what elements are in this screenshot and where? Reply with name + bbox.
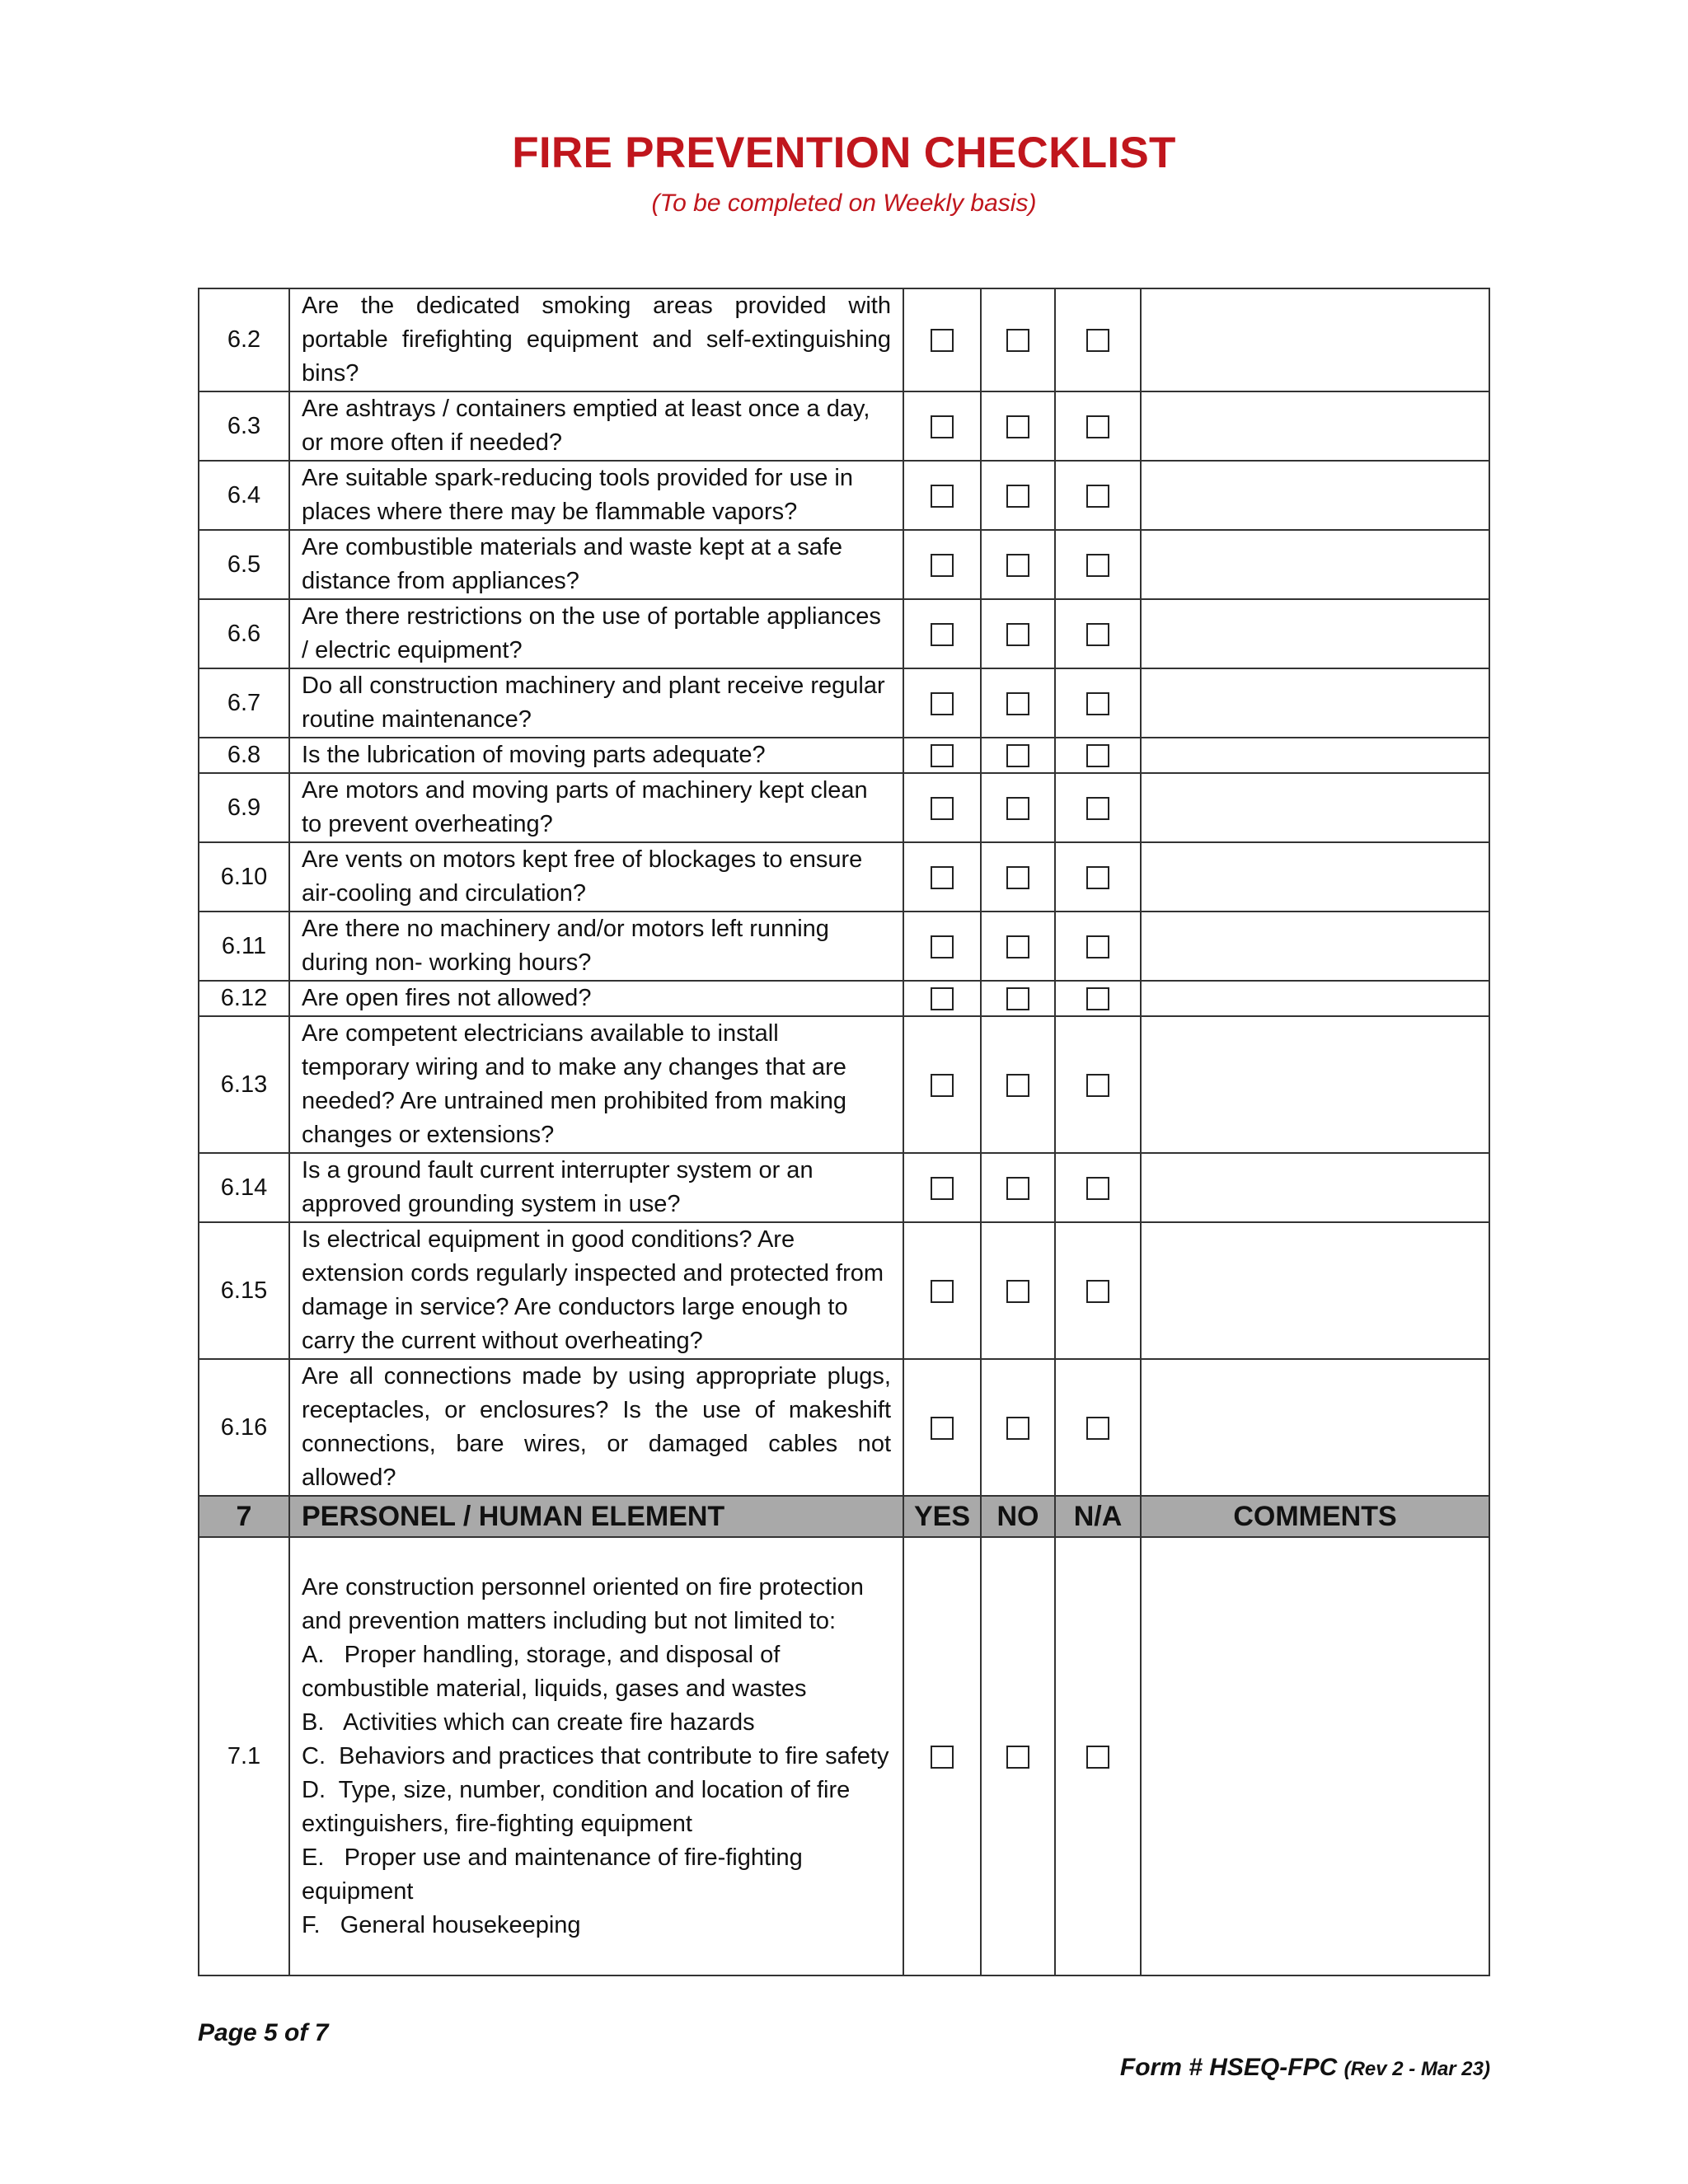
no-cell xyxy=(981,1359,1055,1496)
item-number: 6.11 xyxy=(199,912,289,981)
item-number: 6.15 xyxy=(199,1222,289,1359)
item-question: Are there restrictions on the use of portable appliances / electric equipment? xyxy=(289,599,903,668)
question-intro: Are construction personnel oriented on fire protection and prevention matters including but not limited to: xyxy=(302,1573,864,1634)
document-title: FIRE PREVENTION CHECKLIST xyxy=(512,129,1176,177)
section-header-row xyxy=(199,1496,1489,1537)
no-checkbox[interactable] xyxy=(1006,692,1029,715)
table-row xyxy=(199,773,1489,842)
na-cell xyxy=(1055,773,1141,842)
item-number: 6.7 xyxy=(199,668,289,738)
item-number: 6.13 xyxy=(199,1016,289,1153)
yes-cell xyxy=(903,912,981,981)
na-checkbox[interactable] xyxy=(1086,485,1109,508)
no-cell xyxy=(981,668,1055,738)
no-cell xyxy=(981,738,1055,773)
question-point-a: A. Proper handling, storage, and disposal of combustible material, liquids, gases and wastes xyxy=(302,1641,807,1702)
na-cell xyxy=(1055,1153,1141,1222)
no-cell xyxy=(981,1016,1055,1153)
table-row xyxy=(199,1153,1489,1222)
form-revision: (Rev 2 - Mar 23) xyxy=(1343,2058,1490,2080)
comment-field[interactable] xyxy=(1141,738,1489,773)
item-question: Are motors and moving parts of machinery kept clean to prevent overheating? xyxy=(289,773,903,842)
yes-cell xyxy=(903,981,981,1016)
item-question: Are suitable spark-reducing tools provided for use in places where there may be flammable vapors? xyxy=(289,461,903,530)
item-number: 6.2 xyxy=(199,288,289,391)
na-cell xyxy=(1055,668,1141,738)
table-row xyxy=(199,391,1489,461)
no-checkbox[interactable] xyxy=(1006,554,1029,577)
yes-checkbox[interactable] xyxy=(931,1746,954,1769)
no-cell xyxy=(981,530,1055,599)
no-checkbox[interactable] xyxy=(1006,329,1029,352)
no-cell xyxy=(981,1153,1055,1222)
table-row xyxy=(199,842,1489,912)
table-row xyxy=(199,738,1489,773)
comment-field[interactable] xyxy=(1141,1222,1489,1359)
yes-checkbox[interactable] xyxy=(931,415,954,438)
comment-field[interactable] xyxy=(1141,1016,1489,1153)
no-cell xyxy=(981,912,1055,981)
checklist-table xyxy=(198,288,1490,1976)
yes-cell xyxy=(903,773,981,842)
no-cell xyxy=(981,1222,1055,1359)
yes-checkbox[interactable] xyxy=(931,1417,954,1440)
yes-checkbox[interactable] xyxy=(931,744,954,767)
table-row xyxy=(199,530,1489,599)
no-checkbox[interactable] xyxy=(1006,935,1029,958)
yes-cell xyxy=(903,668,981,738)
yes-checkbox[interactable] xyxy=(931,797,954,820)
comment-field[interactable] xyxy=(1141,461,1489,530)
comment-field[interactable] xyxy=(1141,668,1489,738)
item-question-list xyxy=(289,1537,903,1975)
yes-checkbox[interactable] xyxy=(931,485,954,508)
yes-checkbox[interactable] xyxy=(931,935,954,958)
question-point-d: D. Type, size, number, condition and location of fire extinguishers, fire-fighting equipment xyxy=(302,1776,857,1837)
yes-checkbox[interactable] xyxy=(931,1177,954,1200)
yes-cell xyxy=(903,1359,981,1496)
na-checkbox[interactable] xyxy=(1086,329,1109,352)
item-question: Are ashtrays / containers emptied at least once a day, or more often if needed? xyxy=(289,391,903,461)
yes-checkbox[interactable] xyxy=(931,987,954,1010)
no-cell xyxy=(981,1537,1055,1975)
comment-field[interactable] xyxy=(1141,981,1489,1016)
no-checkbox[interactable] xyxy=(1006,1746,1029,1769)
yes-cell xyxy=(903,461,981,530)
yes-cell xyxy=(903,1222,981,1359)
comment-field[interactable] xyxy=(1141,1359,1489,1496)
item-number: 6.9 xyxy=(199,773,289,842)
na-column-header: N/A xyxy=(1055,1496,1141,1537)
no-checkbox[interactable] xyxy=(1006,1074,1029,1097)
section-number: 7 xyxy=(199,1496,289,1537)
na-checkbox[interactable] xyxy=(1086,1177,1109,1200)
na-cell xyxy=(1055,288,1141,391)
item-question: Is electrical equipment in good conditions? Are extension cords regularly inspected and protected from damage in service? Are conductors large enough to carry the current without overheating? xyxy=(289,1222,903,1359)
document-subtitle: (To be completed on Weekly basis) xyxy=(651,190,1037,217)
item-number: 6.4 xyxy=(199,461,289,530)
comment-field[interactable] xyxy=(1141,391,1489,461)
comment-field[interactable] xyxy=(1141,288,1489,391)
page-number: Page 5 of 7 xyxy=(198,2019,329,2046)
no-checkbox[interactable] xyxy=(1006,1177,1029,1200)
no-checkbox[interactable] xyxy=(1006,987,1029,1010)
na-cell xyxy=(1055,738,1141,773)
na-checkbox[interactable] xyxy=(1086,554,1109,577)
no-checkbox[interactable] xyxy=(1006,623,1029,646)
table-row xyxy=(199,288,1489,391)
na-checkbox[interactable] xyxy=(1086,987,1109,1010)
table-row xyxy=(199,1016,1489,1153)
item-number: 6.12 xyxy=(199,981,289,1016)
yes-checkbox[interactable] xyxy=(931,866,954,889)
section-title: PERSONEL / HUMAN ELEMENT xyxy=(289,1496,903,1537)
table-row xyxy=(199,1537,1489,1975)
item-question: Are all connections made by using appropriate plugs, receptacles, or enclosures? Is the use of makeshift connections, bare wires, or damaged cables not allowed? xyxy=(289,1359,903,1496)
yes-cell xyxy=(903,842,981,912)
item-number: 6.14 xyxy=(199,1153,289,1222)
table-row xyxy=(199,599,1489,668)
comment-field[interactable] xyxy=(1141,599,1489,668)
item-question: Are the dedicated smoking areas provided with portable firefighting equipment and self-extinguishing bins? xyxy=(289,288,903,391)
yes-checkbox[interactable] xyxy=(931,1074,954,1097)
item-question: Are open fires not allowed? xyxy=(289,981,903,1016)
na-checkbox[interactable] xyxy=(1086,1417,1109,1440)
table-row xyxy=(199,668,1489,738)
na-cell xyxy=(1055,912,1141,981)
item-question: Are combustible materials and waste kept at a safe distance from appliances? xyxy=(289,530,903,599)
no-checkbox[interactable] xyxy=(1006,744,1029,767)
no-cell xyxy=(981,288,1055,391)
no-cell xyxy=(981,391,1055,461)
comment-field[interactable] xyxy=(1141,1537,1489,1975)
yes-checkbox[interactable] xyxy=(931,692,954,715)
no-cell xyxy=(981,599,1055,668)
document-header xyxy=(0,128,1688,218)
form-number: Form # HSEQ-FPC xyxy=(1119,2054,1338,2081)
item-number: 6.8 xyxy=(199,738,289,773)
no-column-header: NO xyxy=(981,1496,1055,1537)
question-point-c: C. Behaviors and practices that contribute to fire safety xyxy=(302,1742,889,1769)
yes-cell xyxy=(903,288,981,391)
no-checkbox[interactable] xyxy=(1006,485,1029,508)
na-checkbox[interactable] xyxy=(1086,623,1109,646)
na-cell xyxy=(1055,391,1141,461)
na-cell xyxy=(1055,461,1141,530)
question-point-f: F. General housekeeping xyxy=(302,1911,581,1938)
na-checkbox[interactable] xyxy=(1086,1074,1109,1097)
yes-checkbox[interactable] xyxy=(931,623,954,646)
no-checkbox[interactable] xyxy=(1006,415,1029,438)
item-number: 6.3 xyxy=(199,391,289,461)
yes-cell xyxy=(903,1153,981,1222)
comment-field[interactable] xyxy=(1141,530,1489,599)
no-cell xyxy=(981,981,1055,1016)
no-checkbox[interactable] xyxy=(1006,1280,1029,1303)
na-checkbox[interactable] xyxy=(1086,797,1109,820)
na-cell xyxy=(1055,530,1141,599)
yes-checkbox[interactable] xyxy=(931,554,954,577)
na-checkbox[interactable] xyxy=(1086,935,1109,958)
item-question: Do all construction machinery and plant receive regular routine maintenance? xyxy=(289,668,903,738)
na-checkbox[interactable] xyxy=(1086,415,1109,438)
item-number: 6.5 xyxy=(199,530,289,599)
no-checkbox[interactable] xyxy=(1006,1417,1029,1440)
yes-cell xyxy=(903,599,981,668)
na-checkbox[interactable] xyxy=(1086,1746,1109,1769)
table-row xyxy=(199,1359,1489,1496)
comment-field[interactable] xyxy=(1141,842,1489,912)
table-row xyxy=(199,461,1489,530)
na-checkbox[interactable] xyxy=(1086,866,1109,889)
question-point-e: E. Proper use and maintenance of fire-fighting equipment xyxy=(302,1844,809,1905)
na-cell xyxy=(1055,1359,1141,1496)
na-checkbox[interactable] xyxy=(1086,692,1109,715)
item-number: 6.6 xyxy=(199,599,289,668)
no-cell xyxy=(981,773,1055,842)
item-question: Is a ground fault current interrupter system or an approved grounding system in use? xyxy=(289,1153,903,1222)
comment-field[interactable] xyxy=(1141,773,1489,842)
comments-column-header: COMMENTS xyxy=(1141,1496,1489,1537)
yes-column-header: YES xyxy=(903,1496,981,1537)
table-row xyxy=(199,1222,1489,1359)
yes-checkbox[interactable] xyxy=(931,1280,954,1303)
na-cell xyxy=(1055,842,1141,912)
no-cell xyxy=(981,842,1055,912)
comment-field[interactable] xyxy=(1141,912,1489,981)
na-checkbox[interactable] xyxy=(1086,1280,1109,1303)
no-cell xyxy=(981,461,1055,530)
no-checkbox[interactable] xyxy=(1006,797,1029,820)
yes-cell xyxy=(903,738,981,773)
yes-cell xyxy=(903,1016,981,1153)
na-checkbox[interactable] xyxy=(1086,744,1109,767)
na-cell xyxy=(1055,1537,1141,1975)
question-point-b: B. Activities which can create fire hazards xyxy=(302,1708,755,1736)
item-number: 6.16 xyxy=(199,1359,289,1496)
yes-cell xyxy=(903,530,981,599)
item-question: Are competent electricians available to install temporary wiring and to make any changes that are needed? Are untrained men prohibited from making changes or extensions? xyxy=(289,1016,903,1153)
item-number: 6.10 xyxy=(199,842,289,912)
na-cell xyxy=(1055,599,1141,668)
form-identifier xyxy=(1120,2054,1490,2082)
na-cell xyxy=(1055,1016,1141,1153)
item-question: Are there no machinery and/or motors left running during non- working hours? xyxy=(289,912,903,981)
comment-field[interactable] xyxy=(1141,1153,1489,1222)
yes-cell xyxy=(903,1537,981,1975)
item-question: Are vents on motors kept free of blockages to ensure air-cooling and circulation? xyxy=(289,842,903,912)
no-checkbox[interactable] xyxy=(1006,866,1029,889)
na-cell xyxy=(1055,981,1141,1016)
yes-checkbox[interactable] xyxy=(931,329,954,352)
table-row xyxy=(199,912,1489,981)
table-row xyxy=(199,981,1489,1016)
item-number: 7.1 xyxy=(199,1537,289,1975)
item-question: Is the lubrication of moving parts adequate? xyxy=(289,738,903,773)
na-cell xyxy=(1055,1222,1141,1359)
yes-cell xyxy=(903,391,981,461)
